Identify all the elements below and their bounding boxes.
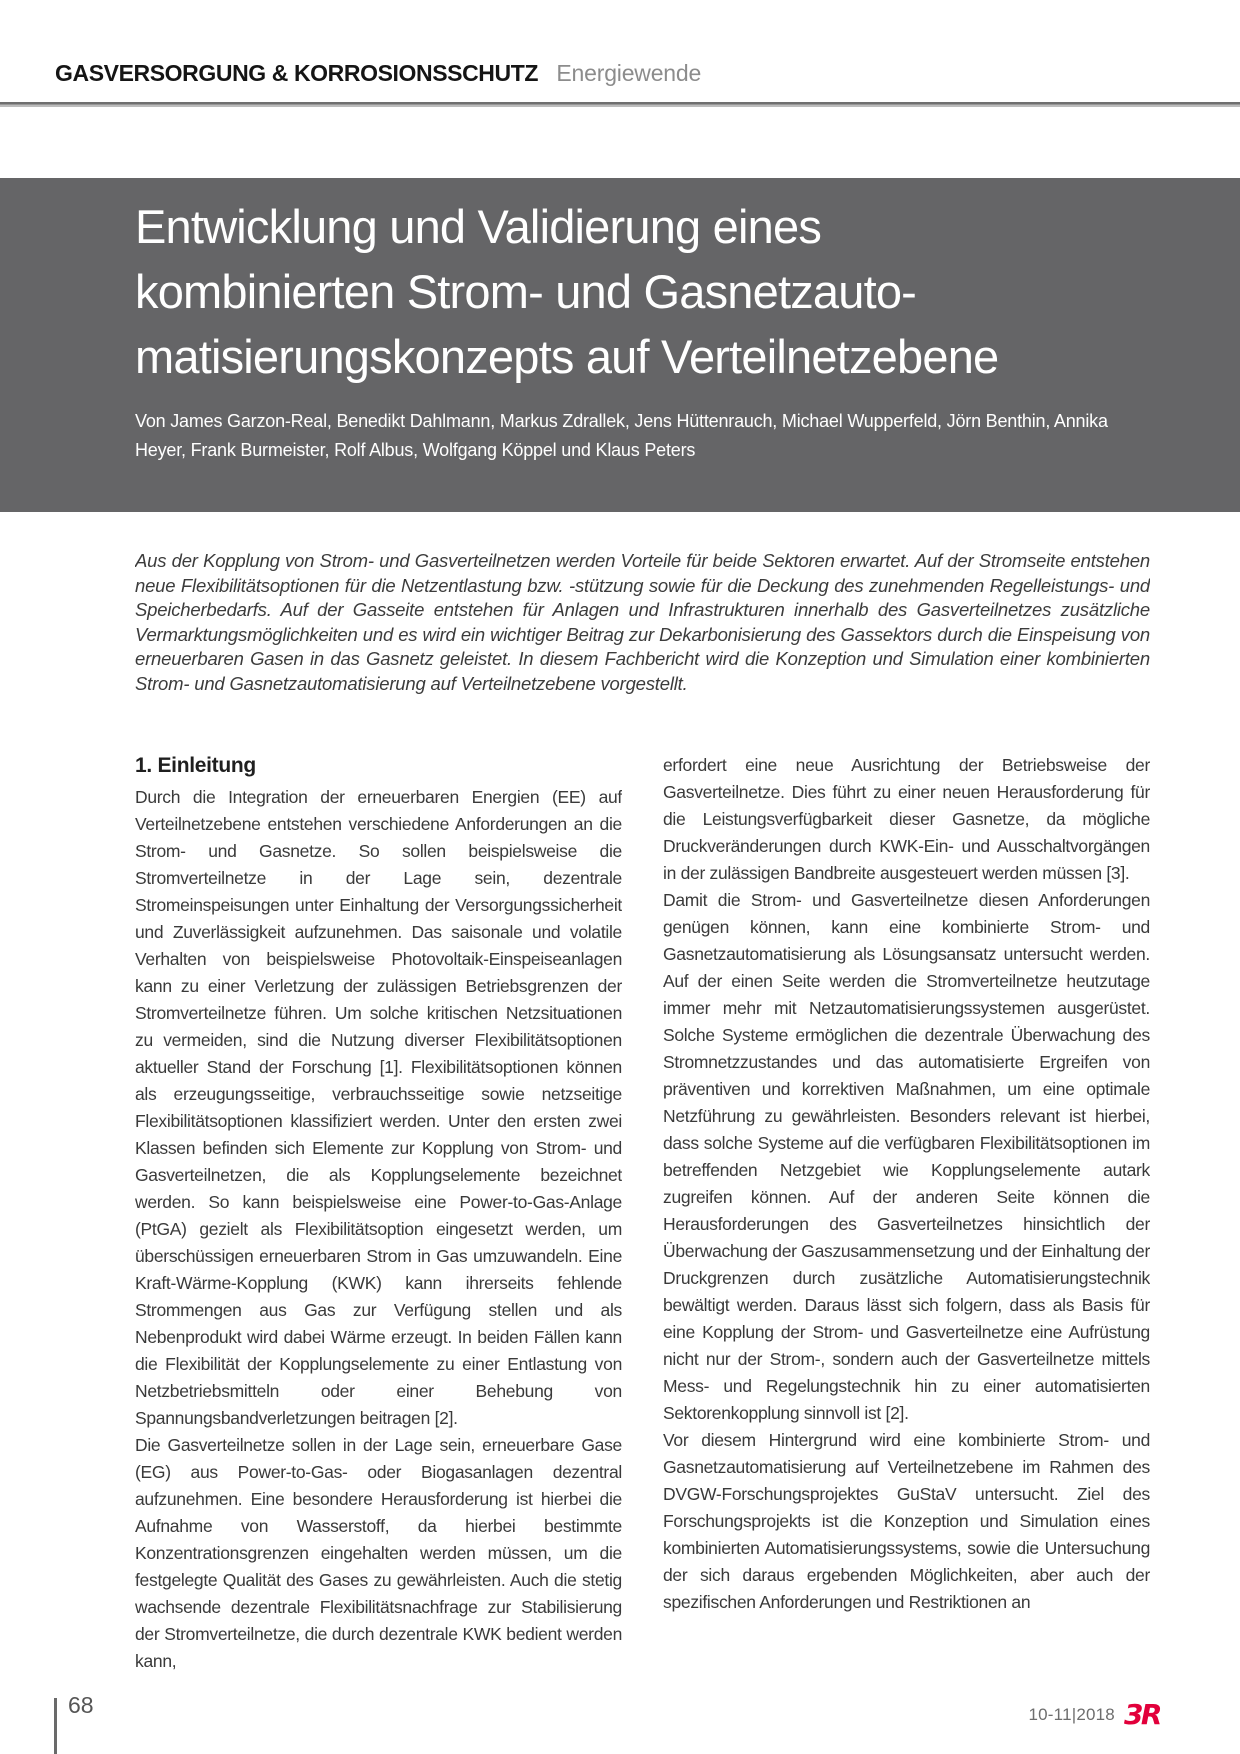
paragraph: Vor diesem Hintergrund wird eine kombinierte Strom- und Gasnetzautomatisierung auf Verteilnetzebene im Rahmen des DVGW-Forschungsprojektes GuStaV untersucht. Ziel des Forschungsprojekts ist die Konzeption und Simulation eines kombinierten Automatisierungssystems, sowie die Untersuchung der sich daraus ergebenden Möglichkeiten, aber auch der spezifischen Anforderungen und Restriktionen an: [663, 1430, 1150, 1612]
body-columns: [135, 752, 1150, 1692]
running-head: [55, 60, 701, 87]
section-heading: 1. Einleitung: [135, 754, 256, 777]
article-title-line-1: Entwicklung und Validierung eines: [135, 200, 822, 253]
paragraph: Durch die Integration der erneuerbaren Energien (EE) auf Verteilnetzebene entstehen verschiedene Anforderungen an die Strom- und Gasnetze. So sollen beispielsweise die Stromverteilnetze in der Lage sein, dezentrale Stromeinspeisungen unter Einhaltung der Versorgungssicherheit und Zuverlässigkeit aufzunehmen. Das saisonale und volatile Verhalten von beispielsweise Photovoltaik-Einspeiseanlagen kann zu einer Verletzung der zulässigen Betriebsgrenzen der Stromverteilnetze führen. Um solche kritischen Netzsituationen zu vermeiden, sind die Nutzung diverser Flexibilitätsoptionen aktueller Stand der Forschung [1]. Flexibilitätsoptionen können als erzeugungsseitige, verbrauchsseitige sowie netzseitige Flexibilitätsoptionen klassifiziert werden. Unter den ersten zwei Klassen befinden sich Elemente zur Kopplung von Strom- und Gasverteilnetzen, die als Kopplungselemente bezeichnet werden. So kann beispielsweise eine Power-to-Gas-Anlage (PtGA) gezielt als Flexibilitätsoption eingesetzt werden, um überschüssigen erneuerbaren Strom in Gas umzuwandeln. Eine Kraft-Wärme-Kopplung (KWK) kann ihrerseits fehlende Strommengen aus Gas zur Verfügung stellen und als Nebenprodukt wird dabei Wärme erzeugt. In beiden Fällen kann die Flexibilität der Kopplungselemente zu einer Entlastung von Netzbetriebsmitteln oder einer Behebung von Spannungsbandverletzungen beitragen [2].: [135, 787, 622, 1428]
paragraph: Die Gasverteilnetze sollen in der Lage sein, erneuerbare Gase (EG) aus Power-to-Gas- oder Biogasanlagen dezentral aufzunehmen. Eine besondere Herausforderung ist hierbei die Aufnahme von Wasserstoff, da hierbei bestimmte Konzentrationsgrenzen eingehalten werden müssen, um die festgelegte Qualität des Gases zu gewährleisten. Auch die stetig wachsende dezentrale Flexibilitätsnachfrage zur Stabilisierung der Stromverteilnetze, die durch dezentrale KWK bedient werden kann,: [135, 1435, 622, 1671]
abstract-paragraph: Aus der Kopplung von Strom- und Gasverteilnetzen werden Vorteile für beide Sektoren erwartet. Auf der Stromseite entstehen neue Flexibilitätsoptionen für die Netzentlastung bzw. -stützung sowie für die Deckung des zunehmenden Regelleistungs- und Speicherbedarfs. Auf der Gasseite entstehen für Anlagen und Infrastrukturen innerhalb des Gasverteilnetzes zusätzliche Vermarktungsmöglichkeiten und es wird ein wichtiger Beitrag zur Dekarbonisierung des Gassektors durch die Einspeisung von erneuerbaren Gasen in das Gasnetz geleistet. In diesem Fachbericht wird die Konzeption und Simulation einer kombinierten Strom- und Gasnetzautomatisierung auf Verteilnetzebene vorgestellt.: [135, 550, 1150, 694]
title-block: [0, 178, 1240, 512]
footer-rule: [54, 1698, 57, 1754]
footer-issue-block: [1029, 1698, 1161, 1731]
body-column-right: [663, 752, 1150, 1692]
article-title-line-3: matisierungskonzepts auf Verteilnetzebene: [135, 330, 999, 383]
article-title: [135, 194, 1150, 389]
running-head-title: GASVERSORGUNG & KORROSIONSSCHUTZ: [55, 60, 539, 86]
body-column-left: [135, 752, 622, 1692]
running-head-subtitle: Energiewende: [556, 60, 702, 86]
footer-issue-date: 10-11|2018: [1028, 1704, 1115, 1724]
footer-page-number: 68: [68, 1692, 94, 1718]
3r-logo: 3R: [1123, 1698, 1160, 1731]
paragraph: Damit die Strom- und Gasverteilnetze diesen Anforderungen genügen können, kann eine kombinierte Strom- und Gasnetzautomatisierung als Lösungsansatz untersucht werden. Auf der einen Seite werden die Stromverteilnetze heutzutage immer mehr mit Netzautomatisierungssystemen ausgerüstet. Solche Systeme ermöglichen die dezentrale Überwachung des Stromnetzzustandes und das automatisierte Ergreifen von präventiven und korrektiven Maßnahmen, um eine optimale Netzführung zu gewährleisten. Besonders relevant ist hierbei, dass solche Systeme auf die verfügbaren Flexibilitätsoptionen im betreffenden Netzgebiet wie Kopplungselemente autark zugreifen können. Auf der anderen Seite können die Herausforderungen des Gasverteilnetzes hinsichtlich der Überwachung der Gaszusammensetzung und der Einhaltung der Druckgrenzen durch zusätzliche Automatisierungstechnik bewältigt werden. Daraus lässt sich folgern, dass als Basis für eine Kopplung der Strom- und Gasverteilnetze eine Aufrüstung nicht nur der Strom-, sondern auch der Gasverteilnetze mittels Mess- und Regelungstechnik hin zu einer automatisierten Sektorenkopplung sinnvoll ist [2].: [663, 890, 1150, 1423]
article-title-line-2: kombinierten Strom- und Gasnetzauto-: [135, 265, 917, 318]
paragraph: erfordert eine neue Ausrichtung der Betriebsweise der Gasverteilnetze. Dies führt zu einer neuen Herausforderung für die Leistungsverfügbarkeit dieser Gasnetze, da mögliche Druckveränderungen durch KWK-Ein- und Ausschaltvorgängen in der zulässigen Bandbreite ausgesteuert werden müssen [3].: [663, 755, 1150, 883]
authors-line: Von James Garzon-Real, Benedikt Dahlmann, Markus Zdrallek, Jens Hüttenrauch, Michael Wupperfeld, Jörn Benthin, Annika Heyer, Frank Burmeister, Rolf Albus, Wolfgang Köppel und Klaus Peters: [135, 411, 1108, 460]
header-rule: [0, 102, 1240, 107]
